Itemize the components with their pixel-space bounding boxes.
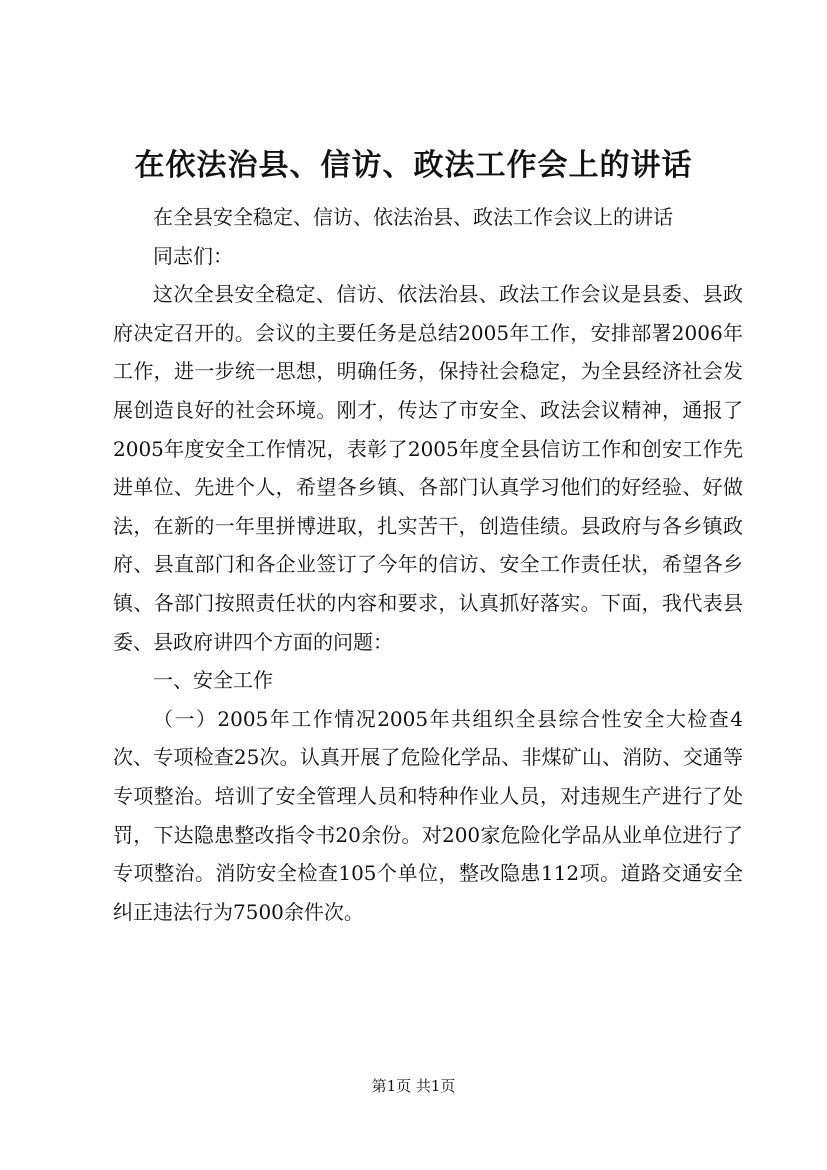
page-footer: 第1页 共1页 <box>371 1077 456 1095</box>
paragraph-intro: 这次全县安全稳定、信访、依法治县、政法工作会议是县委、县政府决定召开的。会议的主要任务是总结2005年工作，安排部署2006年工作，进一步统一思想，明确任务，保持社会稳定，为全县经济社会发展创造良好的社会环境。刚才，传达了市安全、政法会议精神，通报了2005年度安全工作情况，表彰了2005年度全县信访工作和创安工作先进单位、先进个人，希望各乡镇、各部门认真学习他们的好经验、好做法，在新的一年里拼博进取，扎实苦干，创造佳绩。县政府与各乡镇政府、县直部门和各企业签订了今年的信访、安全工作责任状，希望各乡镇、各部门按照责任状的内容和要求，认真抓好落实。下面，我代表县委、县政府讲四个方面的问题： <box>113 282 743 654</box>
paragraph-subtitle: 在全县安全稳定、信访、依法治县、政法工作会议上的讲话 <box>153 205 673 229</box>
paragraph-salutation: 同志们： <box>153 243 233 268</box>
document-title: 在依法治县、信访、政法工作会上的讲话 <box>134 148 693 183</box>
paragraph-2005-work: （一）2005年工作情况2005年共组织全县综合性安全大检查4次、专项检查25次。认真开展了危险化学品、非煤矿山、消防、交通等专项整治。培训了安全管理人员和特种作业人员，对违规生产进行了处罚，下达隐患整改指令书20余份。对200家危险化学品从业单位进行了专项整治。消防安全检查105个单位，整改隐患112项。道路交通安全纠正违法行为7500余件次。 <box>113 706 743 924</box>
section-heading-safety: 一、安全工作 <box>153 668 273 693</box>
document-body <box>113 198 743 931</box>
